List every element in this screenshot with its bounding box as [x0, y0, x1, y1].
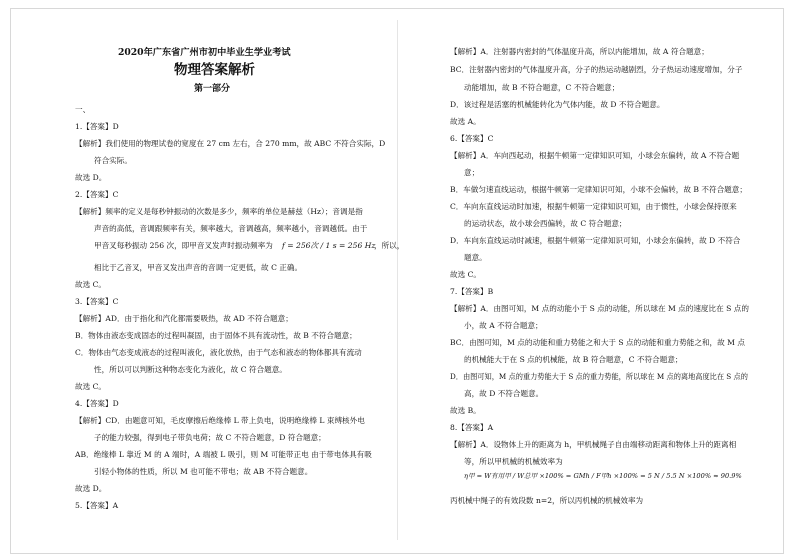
q6-conclusion: 故选 C。	[450, 270, 482, 279]
q4-answer: 4.【答案】D	[75, 399, 119, 408]
q3-analysis-line: C．物体由气态变成液态的过程叫液化，液化放热，由于气态和液态的物体都具有流动	[75, 348, 362, 357]
q2-answer: 2.【答案】C	[75, 190, 119, 199]
q5-analysis-line: 动能增加，故 B 不符合题意，C 不符合题意；	[464, 83, 620, 92]
q2-analysis-line: 【解析】频率的定义是每秒钟振动的次数是多少，频率的单位是赫兹（Hz）；音调是指	[75, 207, 363, 216]
doc-title: 物理答案解析	[174, 62, 255, 78]
q2-conclusion: 故选 C。	[75, 280, 107, 289]
q6-answer: 6.【答案】C	[450, 134, 494, 143]
q8-analysis-line: 等，所以甲机械的机械效率为	[464, 457, 563, 466]
q8-formula-op: ×100% =	[539, 472, 572, 480]
q1-analysis-line: 【解析】我们使用的物理试卷的宽度在 27 cm 左右，合 270 mm，故 ABC 不符合实际，D	[75, 139, 386, 148]
q1-answer: 1.【答案】D	[75, 122, 119, 131]
q6-analysis-line: C．车向东直线运动时加速，根据牛顿第一定律知识可知，由于惯性，小球会保持原来	[450, 202, 737, 211]
q5-analysis-line: 【解析】A．注射器内密封的气体温度升高，所以内能增加，故 A 符合题意；	[450, 47, 709, 56]
q6-analysis-line: 题意。	[464, 253, 487, 262]
q8-formula-op: ×100% =	[613, 472, 646, 480]
q7-analysis-line: D．由图可知，M 点的重力势能大于 S 点的重力势能，所以球在 M 点的离地高度比在 S 点的	[450, 372, 748, 381]
q7-answer: 7.【答案】B	[450, 287, 494, 296]
q6-analysis-line: B．车做匀速直线运动，根据牛顿第一定律知识可知，小球不会偏转，故 B 不符合题意；	[450, 185, 747, 194]
q7-analysis-line: 高，故 D 不符合题意。	[464, 389, 544, 398]
q6-analysis-line: 【解析】A．车向西起动，根据牛顿第一定律知识可知，小球会东偏转，故 A 不符合题	[450, 151, 740, 160]
q6-analysis-line: 的运动状态，故小球会西偏转，故 C 符合题意；	[464, 219, 627, 228]
q8-analysis-line: 【解析】A．设物体上升的距离为 h，甲机械绳子自由端移动距离和物体上升的距离相	[450, 440, 737, 449]
q2-formula-tail: ，所以，	[374, 241, 405, 250]
q3-analysis-line: 性，所以可以判断这种物态变化为液化，故 C 符合题意。	[94, 365, 287, 374]
section-title: 第一部分	[194, 84, 231, 94]
q7-analysis-line: 小，故 A 不符合题意；	[464, 321, 543, 330]
q4-analysis-line: 子的能力较强，得到电子带负电荷；故 C 不符合题意，D 符合题意；	[94, 433, 326, 442]
q4-analysis-line: 【解析】CD．由题意可知，毛皮摩擦后绝缘棒 L 带上负电，说明绝缘棒 L 束缚核外电	[75, 416, 365, 425]
q8-efficiency-formula	[464, 473, 742, 480]
q7-conclusion: 故选 B。	[450, 406, 481, 415]
q2-analysis-line: 声音的高低，音调跟频率有关，频率越大，音调越高，频率越小，音调越低。由于	[94, 224, 368, 233]
q7-analysis-line: 的机械能大于在 S 点的机械能，故 B 符合题意，C 不符合题意；	[464, 355, 683, 364]
q2-analysis-line: 甲音叉每秒振动 256 次，即甲音叉发声时振动频率为	[94, 241, 273, 250]
q6-analysis-line: 意；	[464, 168, 480, 177]
q5-answer: 5.【答案】A	[75, 501, 119, 510]
q5-analysis-line: D．该过程是活塞的机械能转化为气体内能，故 D 不符合题意。	[450, 100, 665, 109]
q8-formula-fraction: 5 N / 5.5 N	[647, 472, 685, 480]
q3-analysis-line: B．物体由液态变成固态的过程叫凝固，由于固体不具有流动性，故 B 不符合题意；	[75, 331, 357, 340]
q6-analysis-line: D．车向东直线运动时减速，根据牛顿第一定律知识可知，小球会东偏转，故 D 不符合	[450, 236, 741, 245]
q8-formula-fraction: GMh / F甲h	[573, 472, 612, 480]
q8-formula-fraction: W有用甲 / W总甲	[484, 472, 538, 480]
q7-analysis-line: BC．由图可知，M 点的动能和重力势能之和大于 S 点的动能和重力势能之和，故 M 点	[450, 338, 745, 347]
q4-analysis-line: AB．绝缘棒 L 靠近 M 的 A 端时，A 端被 L 吸引，则 M 可能带正电 由于带电体具有吸	[75, 450, 372, 459]
q2-analysis-line: 相比于乙音叉，甲音叉发出声音的音调一定更低，故 C 正确。	[94, 263, 303, 272]
q5-analysis-line: BC．注射器内密封的气体温度升高，分子的热运动越剧烈，分子热运动速度增加，分子	[450, 65, 743, 74]
q1-analysis-line: 符合实际。	[94, 156, 132, 165]
q4-conclusion: 故选 D。	[75, 484, 107, 493]
q4-analysis-line: 引轻小物体的性质，所以 M 也可能不带电；故 AB 不符合题意。	[94, 467, 313, 476]
q3-answer: 3.【答案】C	[75, 297, 119, 306]
q3-conclusion: 故选 C。	[75, 382, 107, 391]
q2-frequency-formula: f = 256次 / 1 s = 256 Hz	[282, 241, 376, 250]
right-column	[397, 0, 794, 560]
q8-formula-result: ×100% ≈ 90.9%	[686, 472, 742, 480]
q1-conclusion: 故选 D。	[75, 173, 107, 182]
q3-analysis-line: 【解析】AD．由于指化和汽化都需要吸热，故 AD 不符合题意；	[75, 314, 293, 323]
part-mark: 一、	[75, 105, 91, 114]
q8-answer: 8.【答案】A	[450, 423, 494, 432]
q5-conclusion: 故选 A。	[450, 117, 481, 126]
q8-formula-lhs: η甲 =	[464, 472, 483, 480]
exam-title: 2020年广东省广州市初中毕业生学业考试	[118, 47, 291, 58]
q7-analysis-line: 【解析】A．由图可知，M 点的动能小于 S 点的动能，所以球在 M 点的速度比在 S 点的	[450, 304, 749, 313]
q8-analysis-line: 丙机械中绳子的有效段数 n=2，所以丙机械的机械效率为	[450, 496, 644, 505]
